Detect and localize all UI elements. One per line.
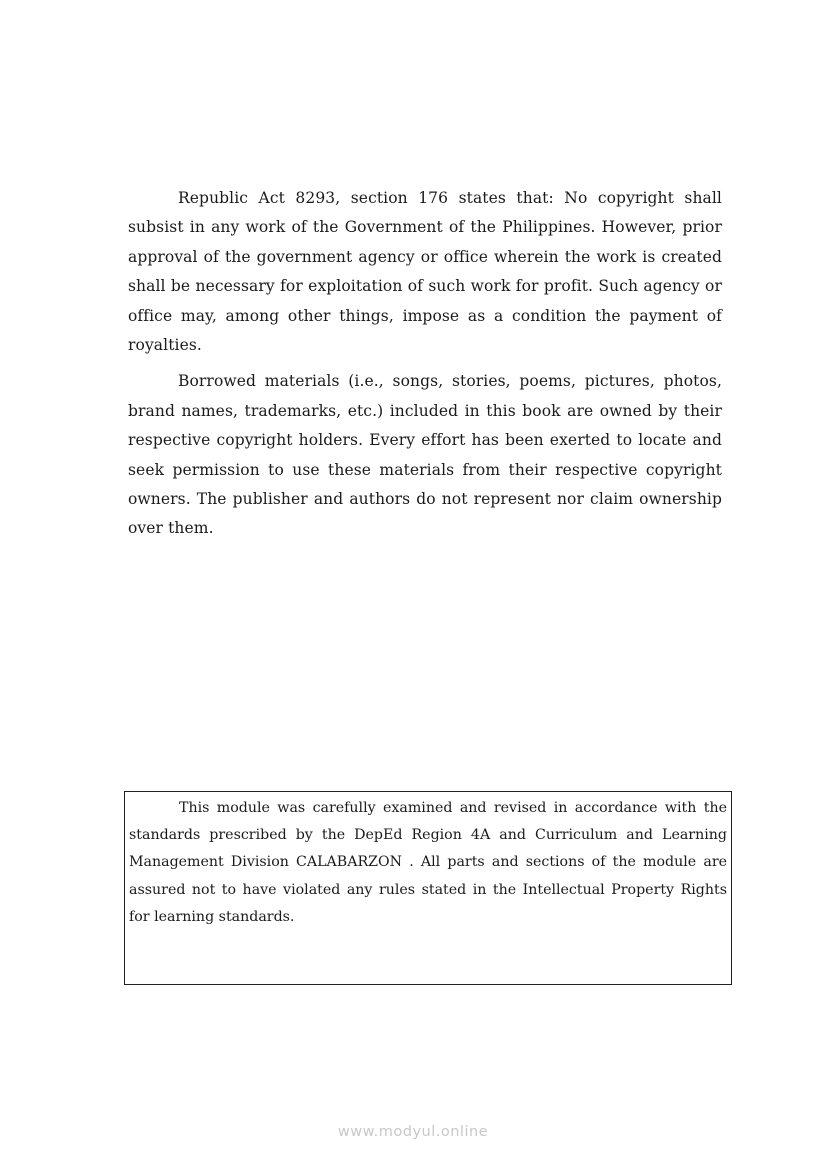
copyright-paragraph-borrowed-materials: Borrowed materials (i.e., songs, stories, poems, pictures, photos, brand names, trademarks, etc.) included in this book are owned by their respective copyright holders. Every effort has been exerted to locate and seek permission to use these materials from their respective copyright owners. The publisher and authors do not represent nor claim ownership over them.	[128, 372, 722, 538]
copyright-notice	[128, 184, 722, 551]
watermark: www.modyul.online	[337, 1124, 489, 1140]
review-notice-box	[124, 791, 732, 985]
copyright-paragraph-ra8293: Republic Act 8293, section 176 states that: No copyright shall subsist in any work of the Government of the Philippines. However, prior approval of the government agency or office wherein the work is created shall be necessary for exploitation of such work for profit. Such agency or office may, among other things, impose as a condition the payment of royalties.	[128, 189, 722, 355]
review-notice-text: This module was carefully examined and revised in accordance with the standards prescribed by the DepEd Region 4A and Curriculum and Learning Management Division CALABARZON . All parts and sections of the module are assured not to have violated any rules stated in the Intellectual Property Rights for learning standards.	[129, 800, 727, 925]
